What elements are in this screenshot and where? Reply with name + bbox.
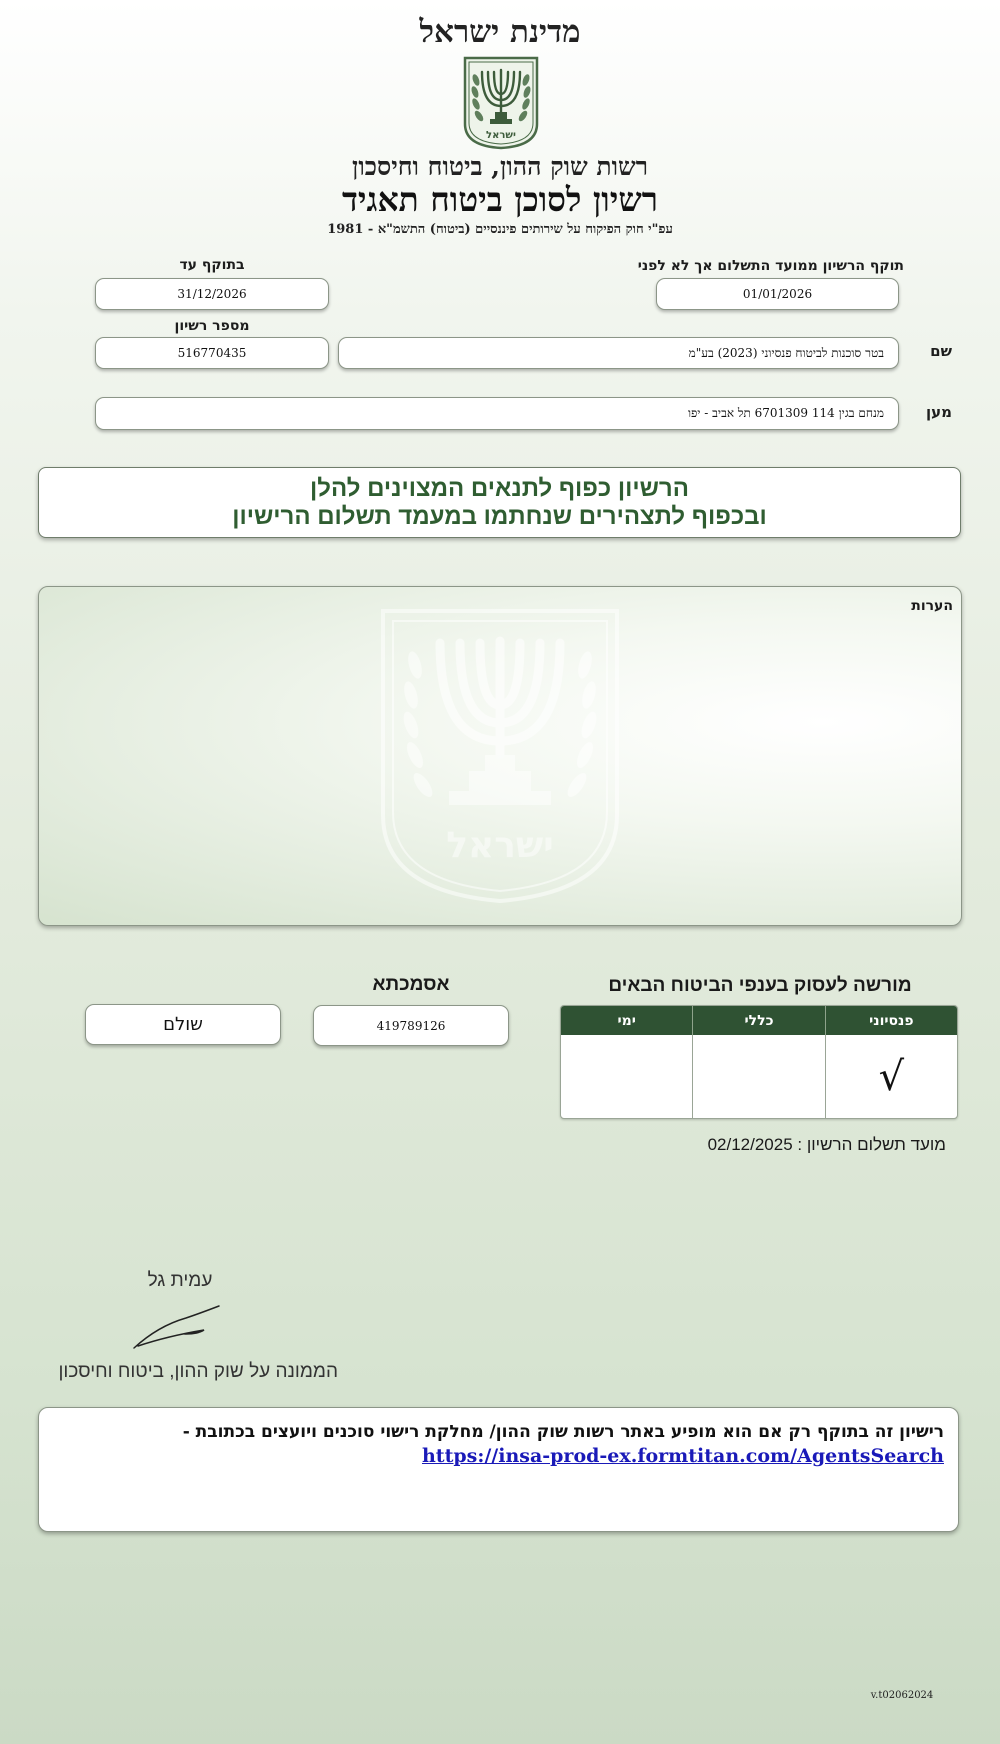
valid-from-field: 01/01/2026 [656,278,899,310]
name-label: שם [930,342,952,360]
state-name: מדינת ישראל [419,14,581,50]
branches-title: מורשה לעסוק בענפי הביטוח הבאים [608,975,912,996]
valid-from-label: תוקף הרשיון ממועד התשלום אך לא לפני [637,258,904,274]
emblem-caption: ישראל [486,130,516,141]
state-emblem-icon [461,54,541,150]
signer-name: עמית גל [147,1270,213,1291]
address-label: מען [926,403,952,421]
branch-header-pension: פנסיוני [825,1006,957,1035]
notes-box [38,586,962,926]
branch-mark-pension: √ [825,1035,957,1118]
name-field: בטר סוכנות לביטוח פנסיוני (2023) בע"מ [338,337,899,369]
conditions-line-2: ובכפוף לתצהירים שנחתמו במעמד תשלום הרישיון [232,502,767,530]
watermark-caption: ישראל [446,825,554,866]
valid-to-label: בתוקף עד [179,257,245,273]
signature-icon [128,1300,224,1354]
notes-title: הערות [911,598,953,614]
payment-date [560,1135,946,1155]
law-reference: עפ"י חוק הפיקוח על שירותים פיננסיים (ביטוח) התשמ"א - 1981 [327,222,673,237]
authority-name: רשות שוק ההון, ביטוח וחיסכון [352,152,648,181]
branches-table [560,1005,958,1119]
branch-header-marine: ימי [617,1012,636,1029]
branch-mark-general [692,1035,824,1118]
branch-header-general: כללי [692,1006,824,1035]
version-code: v.t02062024 [870,1690,934,1701]
document-title: רשיון לסוכן ביטוח תאגיד [342,180,658,219]
license-number-field: 516770435 [95,337,329,369]
signer-role: הממונה על שוק ההון, ביטוח וחיסכון [58,1361,338,1382]
emblem-watermark-icon [377,605,623,905]
asmachta-field: 419789126 [313,1005,509,1046]
validity-note-box [38,1407,959,1532]
conditions-line-1: הרשיון כפוף לתנאים המצוינים להלן [310,474,689,502]
address-field: מנחם בגין 114 6701309 תל אביב - יפו [95,397,899,430]
payment-date-label: מועד תשלום הרשיון : [797,1135,946,1154]
conditions-box [38,467,961,538]
payment-date-value: 02/12/2025 [707,1135,793,1154]
asmachta-title: אסמכתא [372,974,450,995]
agents-search-link[interactable]: https://insa-prod-ex.formtitan.com/AgentsSearch [421,1445,944,1467]
branch-mark-marine [561,1035,692,1118]
license-number-label: מספר רשיון [174,318,250,334]
valid-to-field: 31/12/2026 [95,278,329,310]
validity-note-text: רישיון זה בתוקף רק אם הוא מופיע באתר רשות שוק ההון/ מחלקת רישוי סוכנים ויועצים בכתובת - [182,1422,944,1442]
payment-status-field: שולם [85,1004,281,1045]
